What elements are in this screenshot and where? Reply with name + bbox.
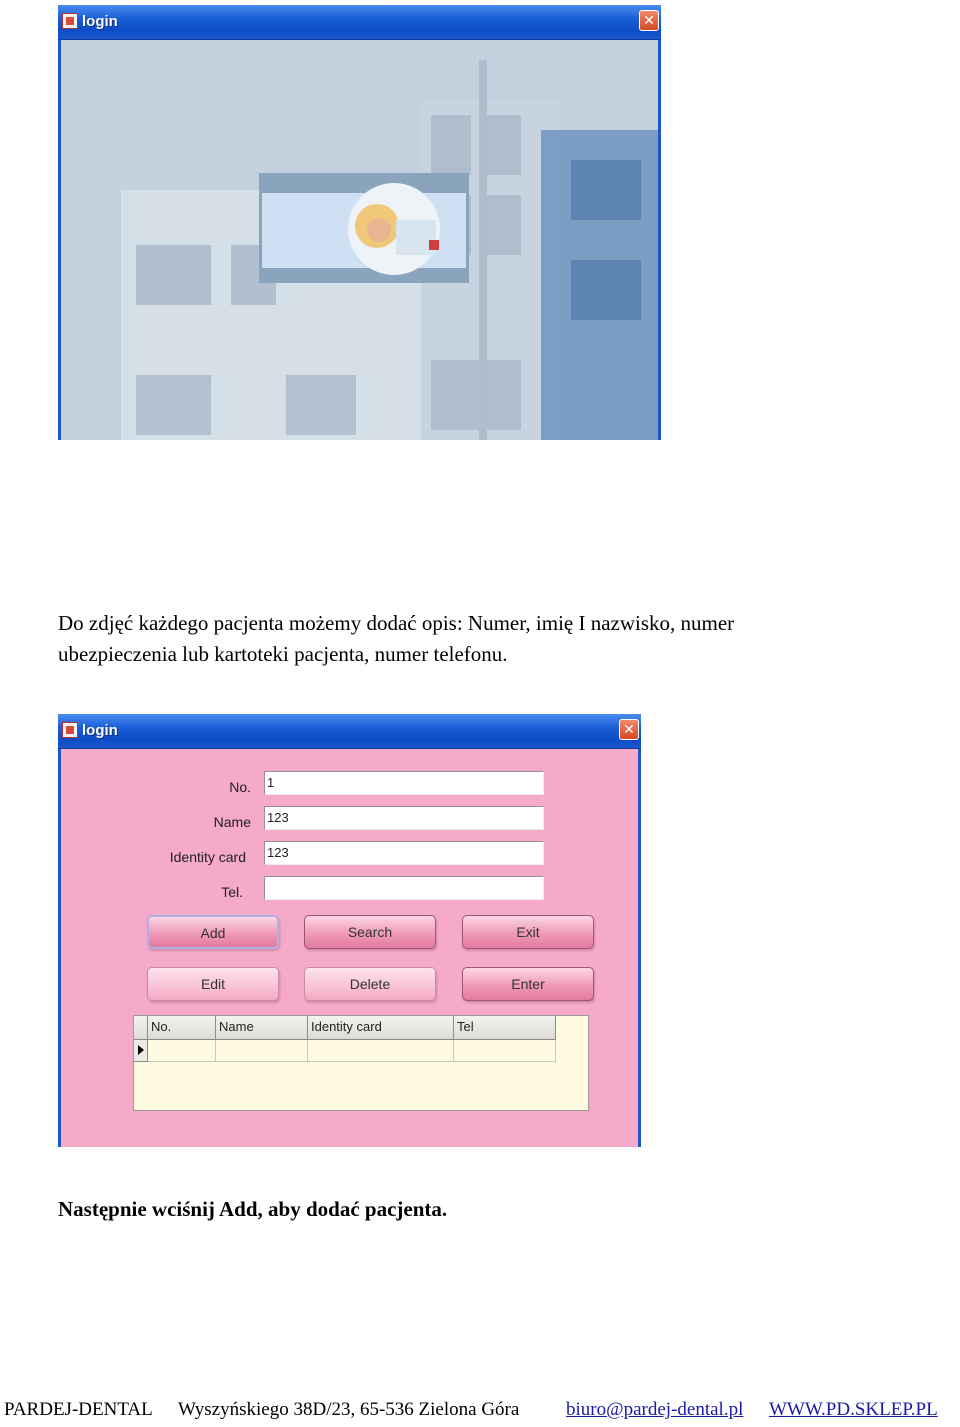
column-header-tel[interactable]: Tel [454,1016,556,1040]
input-tel[interactable] [264,876,544,900]
table-cell[interactable] [216,1040,308,1062]
instruction-text: Następnie wciśnij Add, aby dodać pacjenta. [58,1197,448,1221]
exit-button[interactable]: Exit [462,915,594,949]
patient-form-window [58,714,641,1147]
app-icon [62,722,78,738]
app-icon [62,13,78,29]
footer-email-link[interactable]: biuro@pardej-dental.pl [566,1399,744,1420]
delete-button[interactable]: Delete [304,967,436,1001]
add-button[interactable]: Add [147,915,279,949]
splash-titlebar [58,5,661,40]
patients-table[interactable] [133,1015,589,1111]
table-cell[interactable] [308,1040,454,1062]
table-cell[interactable] [454,1040,556,1062]
description-line-2: ubezpieczenia lub kartoteki pacjenta, numer telefonu. [58,642,508,666]
label-identity-card: Identity card [169,849,246,865]
footer-company: PARDEJ-DENTAL [4,1399,153,1420]
search-button[interactable]: Search [304,915,436,949]
label-no: No. [229,779,251,795]
row-selector-icon[interactable] [134,1040,148,1062]
splash-window-title: login [82,13,118,30]
form-close-button[interactable]: ✕ [619,719,639,740]
splash-background [58,40,661,440]
description-line-1: Do zdjęć każdego pacjenta możemy dodać opis: Numer, imię I nazwisko, numer [58,611,735,635]
table-cell[interactable] [148,1040,216,1062]
building-photo [61,40,658,440]
label-name: Name [213,814,251,830]
enter-button[interactable]: Enter [462,967,594,1001]
splash-close-button[interactable]: ✕ [639,10,659,31]
description-paragraph [58,608,734,670]
edit-button[interactable]: Edit [147,967,279,1001]
input-no[interactable]: 1 [264,771,544,795]
table-corner [134,1016,148,1040]
input-name[interactable]: 123 [264,806,544,830]
footer-website-link[interactable]: WWW.PD.SKLEP.PL [769,1399,938,1420]
form-body [58,749,641,1147]
form-window-title: login [82,722,118,739]
column-header-name[interactable]: Name [216,1016,308,1040]
form-titlebar [58,714,641,749]
column-header-no[interactable]: No. [148,1016,216,1040]
column-header-identity-card[interactable]: Identity card [308,1016,454,1040]
splash-window [58,5,661,440]
page-footer [0,1397,960,1425]
label-tel: Tel. [221,884,243,900]
input-identity-card[interactable]: 123 [264,841,544,865]
footer-address: Wyszyńskiego 38D/23, 65-536 Zielona Góra [178,1399,520,1420]
